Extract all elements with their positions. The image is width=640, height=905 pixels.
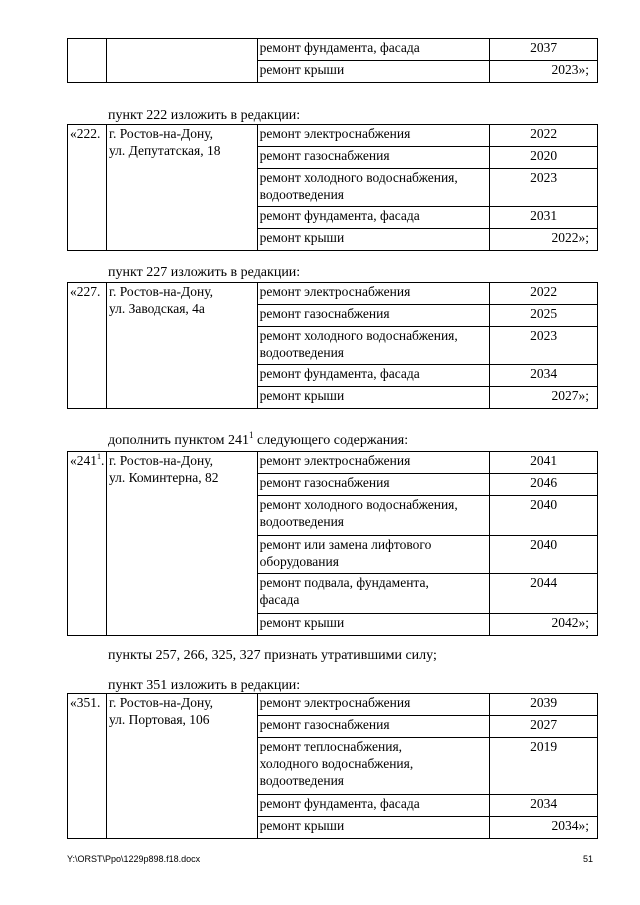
number-cell [68, 39, 107, 83]
instruction-part: следующего содержания: [253, 433, 409, 448]
item-number-dot: . [101, 453, 105, 468]
year-cell: 2022 [490, 283, 598, 305]
year-cell: 2034 [490, 365, 598, 387]
item-table-241-1 [67, 451, 598, 636]
year-cell: 2034»; [490, 817, 598, 839]
year-cell: 2023 [490, 327, 598, 365]
work-line: ремонт холодного водоснабжения, [259, 497, 458, 512]
year-cell: 2022»; [490, 229, 598, 251]
table-row [68, 694, 598, 716]
work-cell: ремонт фундамента, фасада [257, 795, 490, 817]
instruction-text: пункт 222 изложить в редакции: [108, 108, 301, 123]
instruction-text: пункт 351 изложить в редакции: [108, 678, 301, 693]
work-cell: ремонт фундамента, фасада [257, 39, 490, 61]
address-cell [106, 125, 257, 251]
address-cell [106, 283, 257, 409]
year-cell: 2023 [490, 169, 598, 207]
year-cell: 2027»; [490, 387, 598, 409]
work-cell: ремонт газоснабжения [257, 474, 490, 496]
work-line: ремонт или замена лифтового [259, 537, 432, 552]
year-cell: 2040 [490, 536, 598, 574]
instruction-part: дополнить пунктом 241 [108, 433, 250, 448]
work-cell: ремонт электроснабжения [257, 283, 490, 305]
address-line: г. Ростов-на-Дону, [108, 126, 213, 141]
address-line: ул. Заводская, 4а [108, 301, 205, 316]
address-cell [106, 39, 257, 83]
work-line: оборудования [259, 554, 339, 569]
work-cell: ремонт фундамента, фасада [257, 207, 490, 229]
year-cell: 2042»; [490, 614, 598, 636]
year-cell: 2023»; [490, 61, 598, 83]
work-cell [257, 536, 490, 574]
work-cell: ремонт газоснабжения [257, 147, 490, 169]
work-cell: ремонт электроснабжения [257, 125, 490, 147]
number-cell: «351. [68, 694, 107, 839]
number-cell: «222. [68, 125, 107, 251]
work-line: водоотведения [259, 187, 345, 202]
work-cell [257, 169, 490, 207]
work-cell: ремонт электроснабжения [257, 452, 490, 474]
item-table-351 [67, 693, 598, 839]
work-line: ремонт подвала, фундамента, [259, 575, 429, 590]
work-cell: ремонт электроснабжения [257, 694, 490, 716]
year-cell: 2025 [490, 305, 598, 327]
work-cell: ремонт крыши [257, 229, 490, 251]
table-row [68, 125, 598, 147]
year-cell: 2027 [490, 716, 598, 738]
number-cell: «227. [68, 283, 107, 409]
item-number: «241 [70, 453, 97, 468]
year-cell: 2041 [490, 452, 598, 474]
address-line: г. Ростов-на-Дону, [108, 453, 213, 468]
work-line: холодного водоснабжения, [259, 756, 414, 771]
year-cell: 2037 [490, 39, 598, 61]
item-table-222 [67, 124, 598, 251]
table-row [68, 39, 598, 61]
work-cell [257, 738, 490, 795]
work-line: водоотведения [259, 514, 345, 529]
work-cell: ремонт крыши [257, 817, 490, 839]
address-line: ул. Депутатская, 18 [108, 143, 221, 158]
work-line: водоотведения [259, 345, 345, 360]
work-cell: ремонт крыши [257, 387, 490, 409]
year-cell: 2040 [490, 496, 598, 536]
number-cell [68, 452, 107, 636]
address-cell [106, 452, 257, 636]
address-cell [106, 694, 257, 839]
work-line: ремонт холодного водоснабжения, [259, 170, 458, 185]
year-cell: 2039 [490, 694, 598, 716]
work-cell: ремонт крыши [257, 614, 490, 636]
address-line: ул. Портовая, 106 [108, 712, 210, 727]
year-cell: 2031 [490, 207, 598, 229]
superscript: 1 [249, 430, 254, 440]
year-cell: 2020 [490, 147, 598, 169]
year-cell: 2022 [490, 125, 598, 147]
work-cell: ремонт фундамента, фасада [257, 365, 490, 387]
address-line: ул. Коминтерна, 82 [108, 470, 219, 485]
table-row [68, 452, 598, 474]
address-line: г. Ростов-на-Дону, [108, 695, 213, 710]
year-cell: 2034 [490, 795, 598, 817]
superscript: 1 [97, 452, 101, 461]
work-cell: ремонт крыши [257, 61, 490, 83]
table-row [68, 283, 598, 305]
work-line: фасада [259, 592, 300, 607]
continuation-table [67, 38, 598, 83]
work-cell: ремонт газоснабжения [257, 716, 490, 738]
year-cell: 2044 [490, 574, 598, 614]
work-line: ремонт холодного водоснабжения, [259, 328, 458, 343]
instruction-text [108, 430, 409, 449]
instruction-text: пункт 227 изложить в редакции: [108, 265, 301, 280]
year-cell: 2019 [490, 738, 598, 795]
work-cell [257, 496, 490, 536]
address-line: г. Ростов-на-Дону, [108, 284, 213, 299]
repeal-text: пункты 257, 266, 325, 327 признать утратившими силу; [108, 648, 437, 663]
work-cell: ремонт газоснабжения [257, 305, 490, 327]
page-number: 51 [583, 854, 594, 864]
work-line: водоотведения [259, 773, 345, 788]
work-cell [257, 574, 490, 614]
year-cell: 2046 [490, 474, 598, 496]
work-cell [257, 327, 490, 365]
footer-file-path: Y:\ORST\Ppo\1229p898.f18.docx [67, 854, 201, 864]
item-table-227 [67, 282, 598, 409]
work-line: ремонт теплоснабжения, [259, 739, 403, 754]
